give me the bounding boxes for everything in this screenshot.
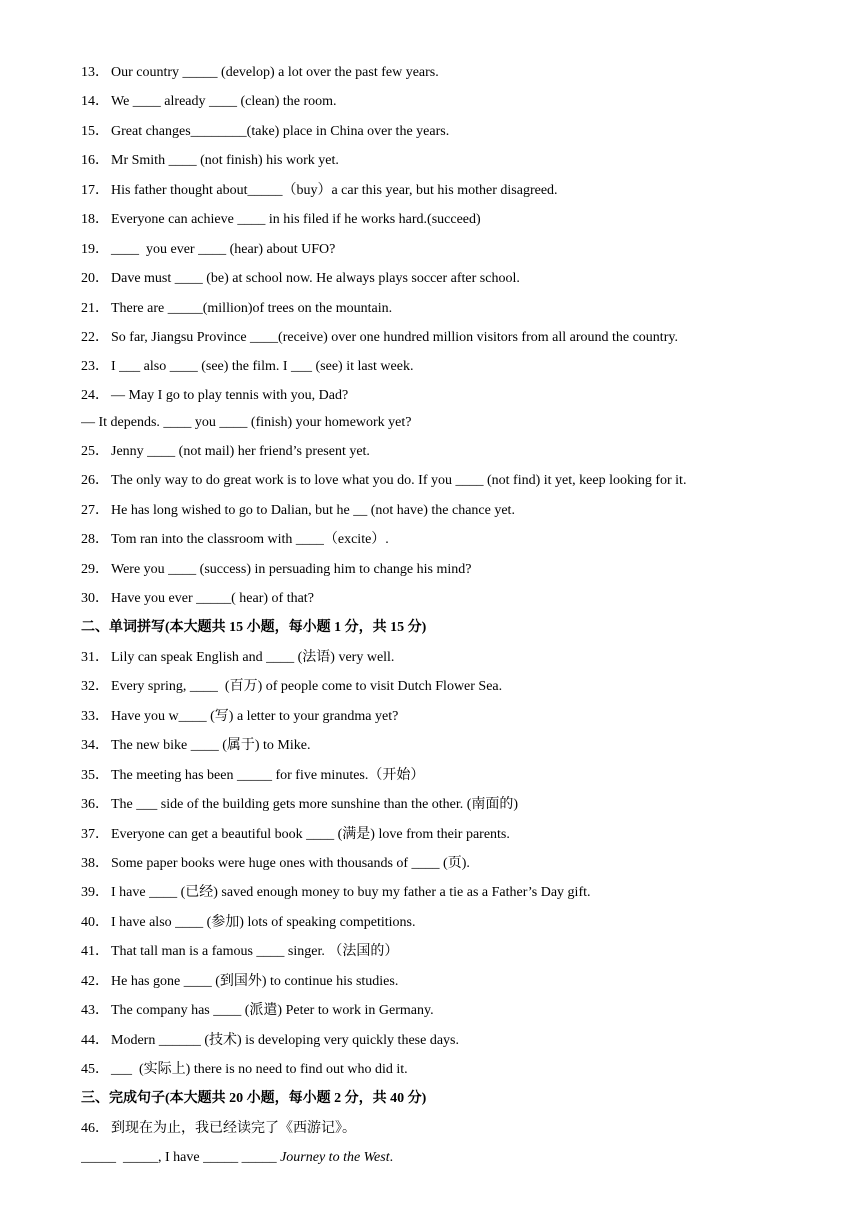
question-item <box>81 820 800 849</box>
question-number: 17． <box>81 182 109 198</box>
question-item <box>81 996 800 1025</box>
question-number: 19． <box>81 241 109 257</box>
question-text: Great changes________(take) place in China over the years. <box>111 123 450 139</box>
question-number: 20． <box>81 271 109 287</box>
question-text: — May I go to play tennis with you, Dad? <box>111 387 349 403</box>
question-number: 34． <box>81 738 109 754</box>
question-number: 16． <box>81 153 109 169</box>
question-item <box>81 937 800 966</box>
question-item <box>81 87 800 116</box>
question-number: 18． <box>81 212 109 228</box>
question-text: Tom ran into the classroom with ____（excite）. <box>111 532 389 548</box>
question-text: The only way to do great work is to love what you do. If you ____ (not find) it yet, keep looking for it. <box>111 473 687 489</box>
question-number: 29． <box>81 561 109 577</box>
question-number: 22． <box>81 329 109 345</box>
question-text: The meeting has been _____ for five minutes.（开始） <box>111 767 425 783</box>
question-text: I ___ also ____ (see) the film. I ___ (see) it last week. <box>111 359 414 375</box>
question-item <box>81 235 800 264</box>
question-number: 23． <box>81 359 109 375</box>
question-number: 39． <box>81 885 109 901</box>
question-text: Some paper books were huge ones with thousands of ____ (页). <box>111 855 470 871</box>
question-number: 44． <box>81 1032 109 1048</box>
question-number: 27． <box>81 502 109 518</box>
question-item <box>81 761 800 790</box>
question-text: Lily can speak English and ____ (法语) very well. <box>111 649 395 665</box>
question-number: 36． <box>81 797 109 813</box>
question-text: I have also ____ (参加) lots of speaking competitions. <box>111 914 416 930</box>
question-number: 30． <box>81 591 109 606</box>
question-text: Have you ever _____( hear) of that? <box>111 591 314 606</box>
question-text: Everyone can get a beautiful book ____ (满是) love from their parents. <box>111 826 510 842</box>
question-item <box>81 702 800 731</box>
question-item <box>81 466 800 495</box>
question-text: Were you ____ (success) in persuading him to change his mind? <box>111 561 472 577</box>
question-text: Our country _____ (develop) a lot over the past few years. <box>111 65 439 80</box>
question-item <box>81 1026 800 1055</box>
question-item <box>81 264 800 293</box>
answer-blanks: _____ _____, I have _____ _____ <box>81 1150 281 1166</box>
question-number: 43． <box>81 1003 109 1019</box>
question-item <box>81 146 800 175</box>
question-number: 41． <box>81 944 109 960</box>
question-item <box>81 117 800 146</box>
question-text: ___ (实际上) there is no need to find out who did it. <box>111 1062 408 1077</box>
question-46 <box>81 1114 800 1143</box>
question-item <box>81 205 800 234</box>
question-number: 38． <box>81 855 109 871</box>
question-number: 31． <box>81 649 109 665</box>
question-item <box>81 496 800 525</box>
question-number: 40． <box>81 914 109 930</box>
question-list-tenses <box>81 58 800 613</box>
question-number: 37． <box>81 826 109 842</box>
question-number: 25． <box>81 443 109 459</box>
question-item <box>81 849 800 878</box>
question-text: He has gone ____ (到国外) to continue his studies. <box>111 973 399 989</box>
question-text: Have you w____ (写) a letter to your grandma yet? <box>111 708 399 724</box>
question-item <box>81 967 800 996</box>
section-heading-spelling: 二、单词拼写(本大题共 15 小题，每小题 1 分，共 15 分) <box>81 620 427 636</box>
question-item <box>81 1055 800 1084</box>
question-item <box>81 176 800 205</box>
question-list-spelling <box>81 643 800 1085</box>
question-text: There are _____(million)of trees on the mountain. <box>111 300 393 316</box>
question-number: 13． <box>81 65 109 80</box>
question-text: We ____ already ____ (clean) the room. <box>111 94 337 110</box>
question-number: 45． <box>81 1062 109 1077</box>
question-item <box>81 382 800 410</box>
question-text: That tall man is a famous ____ singer. （法国的） <box>111 944 399 960</box>
question-number: 14． <box>81 94 109 110</box>
question-number: 26． <box>81 473 109 489</box>
question-item <box>81 323 800 352</box>
question-text: The company has ____ (派遣) Peter to work in Germany. <box>111 1003 434 1019</box>
question-number: 46． <box>81 1120 109 1136</box>
question-item <box>81 555 800 584</box>
question-text: Modern ______ (技术) is developing very quickly these days. <box>111 1032 459 1048</box>
question-item <box>81 437 800 466</box>
question-item <box>81 525 800 554</box>
question-text: ____ you ever ____ (hear) about UFO? <box>111 241 336 257</box>
question-number: 35． <box>81 767 109 783</box>
question-item <box>81 58 800 87</box>
question-item <box>81 584 800 613</box>
question-number: 15． <box>81 123 109 139</box>
question-item <box>81 878 800 907</box>
question-item <box>81 294 800 323</box>
question-text: Jenny ____ (not mail) her friend’s present yet. <box>111 443 370 459</box>
question-text: I have ____ (已经) saved enough money to buy my father a tie as a Father’s Day gift. <box>111 885 591 901</box>
answer-end: . <box>389 1150 394 1166</box>
question-item <box>81 643 800 672</box>
question-number: 32． <box>81 679 109 695</box>
question-item <box>81 409 800 437</box>
question-text: His father thought about_____（buy）a car this year, but his mother disagreed. <box>111 182 558 198</box>
question-item <box>81 790 800 819</box>
question-text: Dave must ____ (be) at school now. He always plays soccer after school. <box>111 271 520 287</box>
book-title: Journey to the West <box>280 1150 390 1166</box>
question-text: Mr Smith ____ (not finish) his work yet. <box>111 153 339 169</box>
question-text: The new bike ____ (属于) to Mike. <box>111 738 311 754</box>
question-number: 28． <box>81 532 109 548</box>
question-number: 42． <box>81 973 109 989</box>
question-item <box>81 672 800 701</box>
question-number: 21． <box>81 300 109 316</box>
question-item <box>81 731 800 760</box>
section-heading-sentences: 三、完成句子(本大题共 20 小题，每小题 2 分，共 40 分) <box>81 1091 427 1107</box>
question-text: He has long wished to go to Dalian, but he __ (not have) the chance yet. <box>111 502 515 518</box>
question-item <box>81 908 800 937</box>
question-item <box>81 352 800 381</box>
question-text: Everyone can achieve ____ in his filed if he works hard.(succeed) <box>111 212 481 228</box>
question-number: 33． <box>81 708 109 724</box>
question-text: — It depends. ____ you ____ (finish) your homework yet? <box>81 415 412 431</box>
question-text: 到现在为止，我已经读完了《西游记》。 <box>111 1120 356 1136</box>
question-text: The ___ side of the building gets more sunshine than the other. (南面的) <box>111 797 519 813</box>
question-number: 24． <box>81 387 109 403</box>
question-text: So far, Jiangsu Province ____(receive) over one hundred million visitors from all around the country. <box>111 329 678 345</box>
question-46-answer-line <box>81 1143 800 1172</box>
question-text: Every spring, ____ (百万) of people come to visit Dutch Flower Sea. <box>111 679 503 695</box>
